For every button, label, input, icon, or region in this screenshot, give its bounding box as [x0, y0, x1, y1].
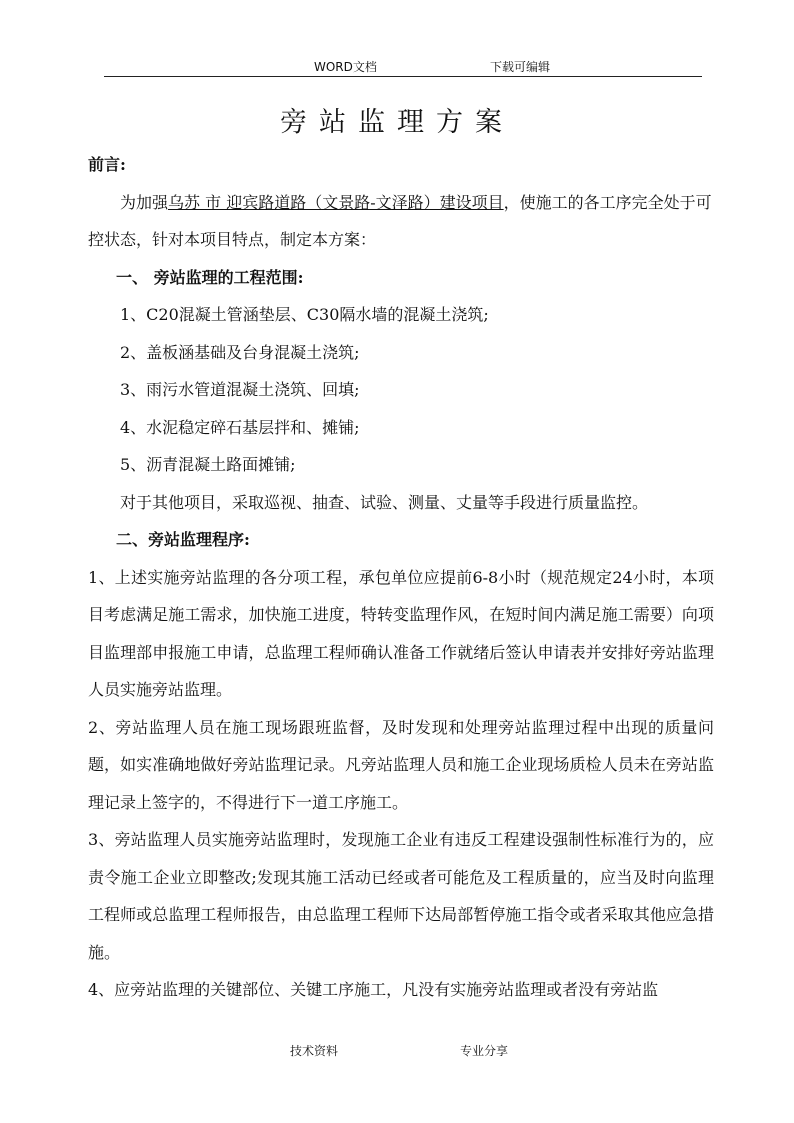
page-header	[104, 56, 702, 77]
section-1-item: 2、盖板涵基础及台身混凝土浇筑;	[120, 342, 360, 362]
section-2-paragraph: 2、旁站监理人员在施工现场跟班监督，及时发现和处理旁站监理过程中出现的质量问题，如实准确地做好旁站监理记录。凡旁站监理人员和施工企业现场质检人员未在旁站监理记录上签字的，不得进行下一道工序施工。	[88, 717, 714, 812]
section-1-heading: 一、 旁站监理的工程范围:	[116, 267, 304, 287]
section-2-paragraph: 1、上述实施旁站监理的各分项工程，承包单位应提前6-8小时（规范规定24小时，本项目考虑满足施工需求，加快施工进度，特转变监理作风，在短时间内满足施工需要）向项目监理部申报施工申请，总监理工程师确认准备工作就绪后签认申请表并安排好旁站监理人员实施旁站监理。	[88, 567, 714, 699]
preface-line-2: 控状态，针对本项目特点，制定本方案：	[88, 230, 377, 249]
footer-right-text: 专业分享	[460, 1044, 509, 1058]
preface-text-c: ，使施工的各工序完全处于可	[503, 192, 712, 212]
document-title: 旁站监理方案	[280, 107, 514, 138]
preface-paragraph	[88, 184, 714, 222]
section-1-note: 对于其他项目，采取巡视、抽查、试验、测量、丈量等手段进行质量监控。	[120, 492, 649, 512]
section-1-item: 5、沥青混凝土路面摊铺;	[120, 455, 296, 474]
preface-text-a: 为加强	[120, 192, 169, 212]
footer-left-text: 技术资料	[290, 1044, 339, 1058]
header-left-text: WORD文档	[314, 60, 377, 74]
section-1-item: 4、水泥稳定碎石基层拌和、摊铺;	[120, 417, 360, 437]
section-1-item: 1、C20混凝土管涵垫层、C30隔水墙的混凝土浇筑;	[120, 305, 489, 324]
document-body	[88, 146, 714, 1009]
header-right-text: 下载可编辑	[490, 60, 551, 74]
project-name: 乌苏 市 迎宾路道路（文景路-文泽路）建设项目	[168, 192, 504, 212]
section-2-heading: 二、旁站监理程序:	[116, 530, 250, 549]
preface-label: 前言:	[88, 155, 126, 174]
section-2-paragraph: 3、旁站监理人员实施旁站监理时，发现施工企业有违反工程建设强制性标准行为的，应责令施工企业立即整改;发现其施工活动已经或者可能危及工程质量的，应当及时向监理工程师或总监理工程师报告，由总监理工程师下达局部暂停施工指令或者采取其他应急措施。	[88, 830, 714, 962]
section-2-paragraph: 4、应旁站监理的关键部位、关键工序施工，凡没有实施旁站监理或者没有旁站监	[88, 980, 659, 999]
section-1-item: 3、雨污水管道混凝土浇筑、回填;	[120, 380, 360, 399]
